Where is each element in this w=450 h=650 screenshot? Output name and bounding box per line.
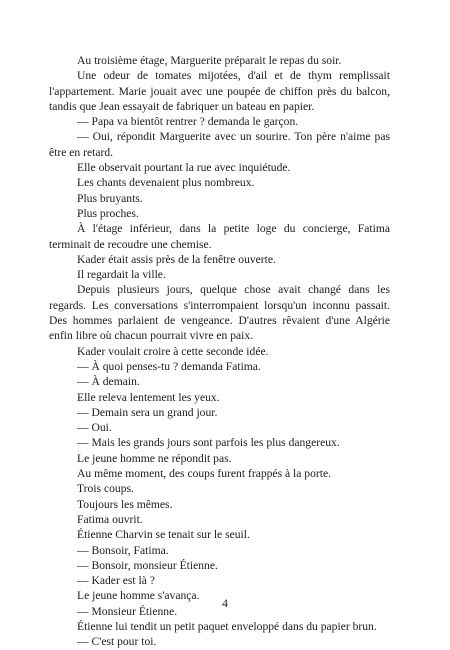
paragraph: — Papa va bientôt rentrer ? demanda le garçon. — [77, 115, 299, 129]
paragraph: — Oui. — [77, 421, 112, 435]
paragraph: — Mais les grands jours sont parfois les plus dangereux. — [77, 436, 340, 450]
paragraph: Il regardait la ville. — [77, 268, 166, 282]
paragraph: — C'est pour toi. — [77, 635, 157, 649]
paragraph: — À quoi penses-tu ? demanda Fatima. — [77, 359, 261, 373]
paragraph: — Kader est là ? — [77, 574, 155, 588]
paragraph: Le jeune homme ne répondit pas. — [77, 451, 232, 465]
paragraph: Étienne lui tendit un petit paquet enveloppé dans du papier brun. — [77, 619, 377, 633]
paragraph: — Bonsoir, monsieur Étienne. — [77, 558, 218, 572]
paragraph: Plus bruyants. — [77, 191, 143, 205]
paragraph: — Oui, répondit Marguerite avec un sourire. Ton père n'aime pas être en retard. — [49, 130, 390, 159]
paragraph: À l'étage inférieur, dans la petite loge du concierge, Fatima terminait de recoudre une chemise. — [49, 222, 390, 251]
paragraph: Étienne Charvin se tenait sur le seuil. — [77, 528, 250, 542]
paragraph: Depuis plusieurs jours, quelque chose avait changé dans les regards. Les conversations s'interrompaient lorsqu'un inconnu passait. Des hommes parlaient de vengeance. D'autres rêvaient d'une Algérie enfin libre où chacun pourrait vivre en paix. — [49, 283, 390, 343]
paragraph: Le jeune homme s'avança. — [77, 589, 200, 603]
paragraph: Au troisième étage, Marguerite préparait le repas du soir. — [77, 54, 342, 67]
paragraph: — Monsieur Étienne. — [77, 604, 178, 618]
paragraph: Kader voulait croire à cette seconde idée. — [77, 344, 269, 358]
paragraph: Elle releva lentement les yeux. — [77, 390, 220, 404]
paragraph: Elle observait pourtant la rue avec inquiétude. — [77, 161, 291, 175]
paragraph: — Bonsoir, Fatima. — [77, 543, 169, 557]
paragraph: — À demain. — [77, 375, 140, 389]
paragraph: Trois coups. — [77, 482, 134, 496]
paragraph: — Demain sera un grand jour. — [77, 405, 218, 419]
page-number: 4 — [222, 596, 228, 610]
paragraph: Plus proches. — [77, 206, 139, 220]
body-text — [49, 53, 390, 650]
paragraph: Kader était assis près de la fenêtre ouverte. — [77, 252, 276, 266]
paragraph: Une odeur de tomates mijotées, d'ail et de thym remplissait l'appartement. Marie jouait avec une poupée de chiffon près du balcon, tandis que Jean essayait de fabriquer un bateau en papier. — [49, 69, 390, 113]
paragraph: Toujours les mêmes. — [77, 497, 173, 511]
paragraph: Au même moment, des coups furent frappés à la porte. — [77, 467, 332, 481]
paragraph: Les chants devenaient plus nombreux. — [77, 176, 255, 190]
paragraph: Fatima ouvrit. — [77, 512, 143, 526]
